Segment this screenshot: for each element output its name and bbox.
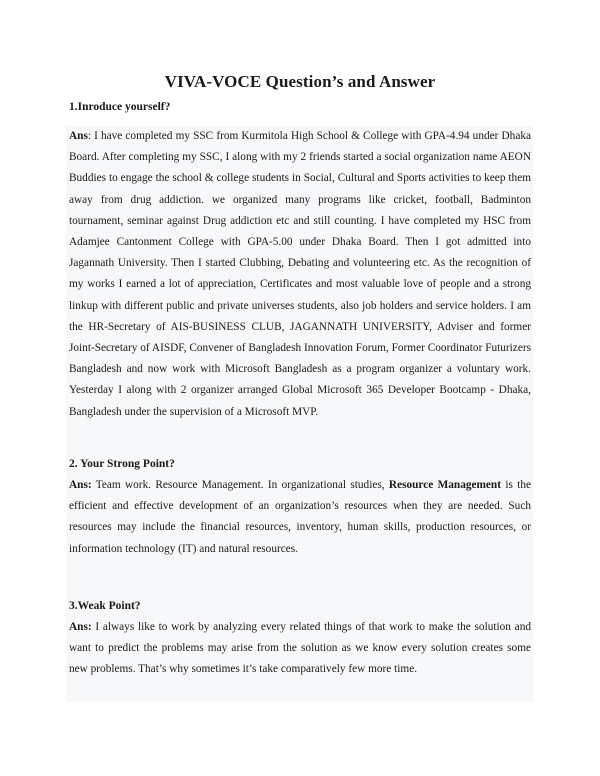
question-3-heading: 3.Weak Point? xyxy=(69,600,141,612)
answer-1-paragraph xyxy=(69,126,531,423)
answer-1-label: Ans xyxy=(69,130,88,142)
answer-2-text-after: is the efficient and effective development of an organization’s resources when they are needed. Such resources may include the financial resources, inventory, human skills, production resources, or information technology (IT) and natural resources. xyxy=(69,479,531,555)
answer-2-label: Ans: xyxy=(69,479,92,491)
answer-3-text: I always like to work by analyzing every related things of that work to make the solution and want to predict the problems may arise from the solution as we know every solution creates some new problems. That’s why sometimes it’s take comparatively few more time. xyxy=(69,621,531,676)
answer-2-bold-term: Resource Management xyxy=(388,479,501,491)
page-title: VIVA-VOCE Question’s and Answer xyxy=(164,72,436,91)
answer-1-label-suffix: : xyxy=(87,130,91,142)
answer-3-paragraph xyxy=(69,617,531,681)
answer-2-text-before: Team work. Resource Management. In organizational studies, xyxy=(91,479,389,491)
answer-2-paragraph xyxy=(69,475,531,560)
question-1-heading: 1.Inroduce yourself? xyxy=(69,101,171,113)
question-2-heading: 2. Your Strong Point? xyxy=(69,458,175,470)
answer-1-text: I have completed my SSC from Kurmitola High School & College with GPA-4.94 under Dhaka Board. After completing my SSC, I along with my 2 friends started a social organization name AEON Buddies to engage the school & college students in Social, Cultural and Sports activities to keep them away from drug addiction. we organized many programs like cricket, football, Badminton tournament, seminar against Drug addiction etc and still counting. I have completed my HSC from Adamjee Cantonment College with GPA-5.00 under Dhaka Board. Then I got admitted into Jagannath University. Then I started Clubbing, Debating and volunteering etc. As the recognition of my works I earned a lot of appreciation, Certificates and most valuable love of people and a strong linkup with different public and private universes students, also job holders and service holders. I am the HR-Secretary of AIS-BUSINESS CLUB, JAGANNATH UNIVERSITY, Adviser and former Joint-Secretary of AISDF, Convener of Bangladesh Innovation Forum, Former Coordinator Futurizers Bangladesh and now work with Microsoft Bangladesh as a program organizer a voluntary work. Yesterday I along with 2 organizer arranged Global Microsoft 365 Developer Bootcamp - Dhaka, Bangladesh under the supervision of a Microsoft MVP. xyxy=(69,130,531,418)
answer-3-label: Ans: xyxy=(69,621,92,633)
